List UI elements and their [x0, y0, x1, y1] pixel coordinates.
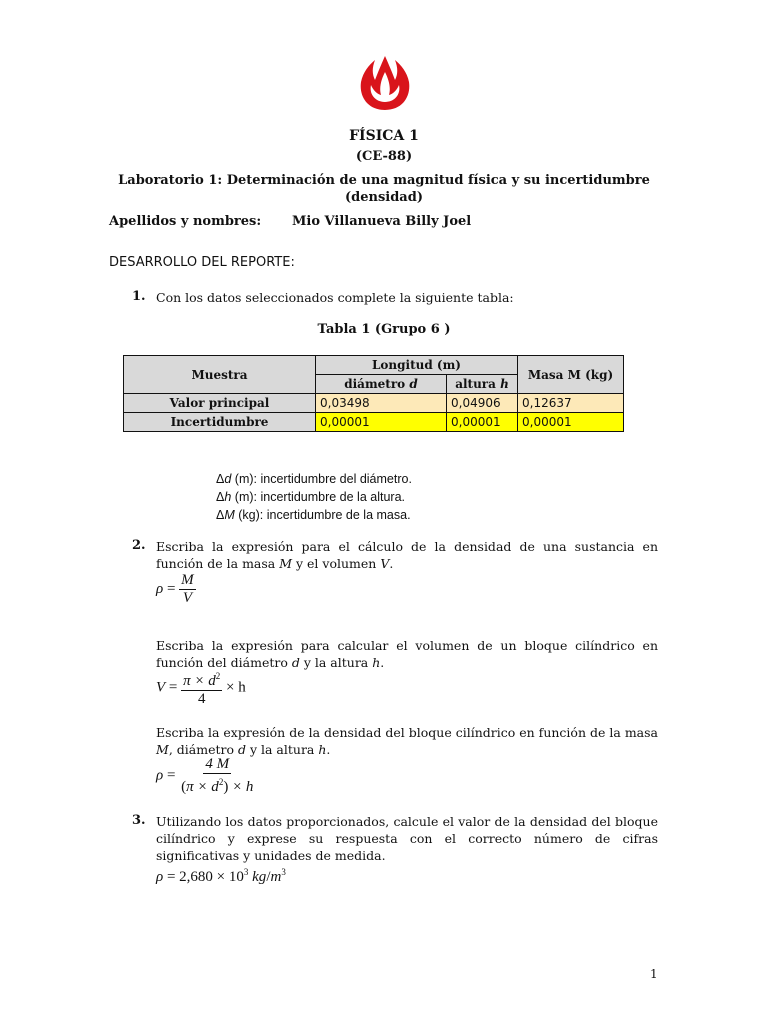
col-header-longitud: Longitud (m) [316, 356, 518, 375]
note-mass: ΔM (kg): incertidumbre de la masa. [216, 508, 411, 522]
formula-volume: V = $\frac{\pi \times d^2}{4}$ × h [156, 668, 246, 708]
q2-text-c: Escriba la expresión de la densidad del bloque cilíndrico en función de la masa M, diámetro d y la altura h. [156, 725, 658, 757]
q3-text: Utilizando los datos proporcionados, calcule el valor de la densidad del bloque cilíndrico y exprese su respuesta con el correcto número de cifras significativas y unidades de medida. [156, 814, 658, 863]
lab-subtitle: (densidad) [345, 190, 423, 205]
answer-density: $\rho = 2,680 \times 10^3$ $kg/m^3$ [156, 867, 286, 885]
data-table-wrapper [123, 355, 624, 432]
note-diameter: Δd (m): incertidumbre del diámetro. [216, 472, 412, 486]
cell-masa: 0,00001 [518, 413, 624, 432]
col-header-diametro: diámetro d [316, 375, 447, 394]
note-height: Δh (m): incertidumbre de la altura. [216, 490, 405, 504]
col-header-masa: Masa M (kg) [518, 356, 624, 394]
course-title: FÍSICA 1 [349, 128, 419, 144]
course-code: (CE-88) [355, 149, 413, 164]
university-logo [355, 52, 415, 112]
q1-number: 1. [132, 289, 146, 304]
data-table [123, 355, 624, 432]
cell-altura: 0,04906 [447, 394, 518, 413]
table-caption: Tabla 1 (Grupo 6 ) [317, 322, 451, 337]
uncertainty-notes [216, 470, 412, 524]
table-row [124, 394, 624, 413]
formula-density: ρ = $\frac{M}{V}$ [156, 572, 194, 606]
name-label: Apellidos y nombres: [109, 214, 262, 229]
cell-diametro: 0,00001 [316, 413, 447, 432]
row-label: Incertidumbre [124, 413, 316, 432]
cell-diametro: 0,03498 [316, 394, 447, 413]
row-label: Valor principal [124, 394, 316, 413]
formula-density-cylinder: ρ = $\frac{4 M}{(\pi \times d^2) \times h}$ [156, 756, 254, 795]
q2-text-a: Escriba la expresión para el cálculo de la densidad de una sustancia en función de la masa M y el volumen V. [156, 539, 658, 571]
name-value: Mio Villanueva Billy Joel [292, 214, 472, 229]
page-number: 1 [650, 967, 658, 981]
q2-text-b: Escriba la expresión para calcular el volumen de un bloque cilíndrico en función del diámetro d y la altura h. [156, 638, 658, 670]
q1-text: Con los datos seleccionados complete la siguiente tabla: [156, 290, 514, 305]
section-title: DESARROLLO DEL REPORTE: [109, 255, 295, 270]
col-header-altura: altura h [447, 375, 518, 394]
cell-altura: 0,00001 [447, 413, 518, 432]
q2-number: 2. [132, 538, 146, 553]
q3-number: 3. [132, 813, 146, 828]
cell-masa: 0,12637 [518, 394, 624, 413]
table-row [124, 413, 624, 432]
col-header-muestra: Muestra [124, 356, 316, 394]
lab-title: Laboratorio 1: Determinación de una magnitud física y su incertidumbre [118, 173, 650, 188]
